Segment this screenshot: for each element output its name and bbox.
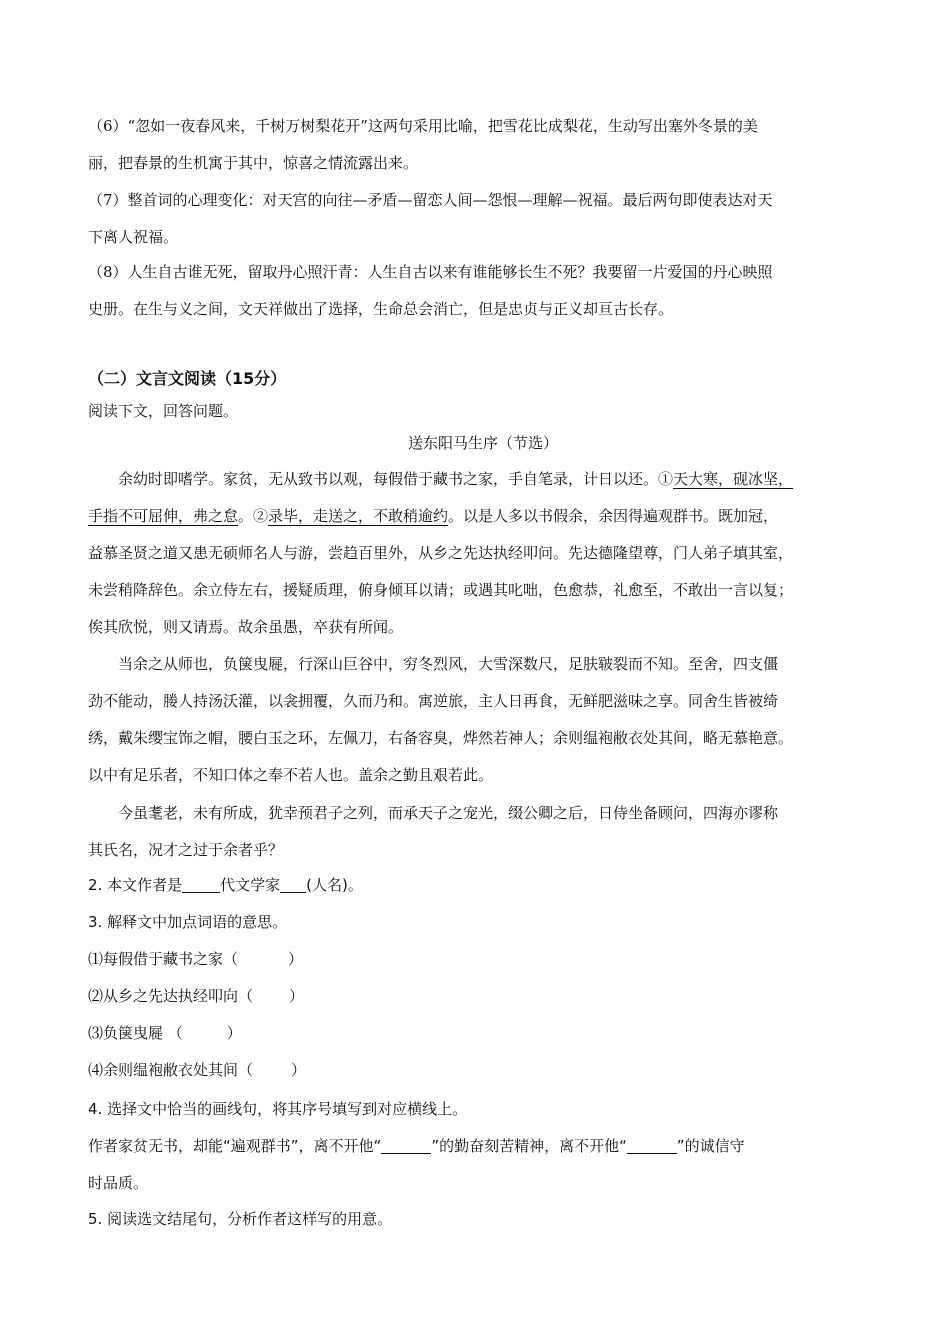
- passage-line: 未尝稍降辞色。余立侍左右，援疑质理，俯身倾耳以请；或遇其叱咄，色愈恭，礼愈至，不敢出一言以复；: [88, 581, 794, 599]
- question-4: 4. 选择文中恰当的画线句，将其序号填写到对应横线上。: [88, 1100, 468, 1118]
- passage-line: 绣，戴朱缨宝饰之帽，腰白玉之环，左佩刀，右备容臭，烨然若神人；余则缊袍敝衣处其间，略无慕艳意。: [88, 729, 794, 747]
- passage-line: 余幼时即嗜学。家贫，无从致书以观，每假借于藏书之家，手自笔录，计日以还。①天大寒，砚冰坚，: [118, 470, 794, 488]
- answer-7: [88, 182, 878, 256]
- passage-line: 其氏名，况才之过于余者乎？: [88, 841, 284, 859]
- passage-line: 今虽耄老，未有所成，犹幸预君子之列，而承天子之宠光，缀公卿之后，日侍坐备顾问，四海亦谬称: [118, 804, 779, 822]
- question-3-item-1: ⑴每假借于藏书之家（ ）: [88, 950, 304, 968]
- answer-blank[interactable]: [182, 876, 220, 893]
- passage-line: 以中有足乐者，不知口体之奉不若人也。盖余之勤且艰若此。: [88, 766, 494, 784]
- passage-line: 益慕圣贤之道又患无硕师名人与游，尝趋百里外，从乡之先达执经叩问。先达德隆望尊，门人弟子填其室，: [88, 544, 794, 562]
- question-3: 3. 解释文中加点词语的意思。: [88, 913, 288, 931]
- answer-6-line-2: 丽，把春景的生机寓于其中，惊喜之情流露出来。: [88, 154, 419, 172]
- underlined-sentence-1-cont: 手指不可屈伸，弗之怠: [88, 507, 239, 525]
- answer-6: [88, 108, 878, 182]
- question-4-line-2: 时品质。: [88, 1174, 149, 1192]
- underlined-sentence-2: 录毕，走送之，不敢稍逾约: [268, 507, 449, 525]
- answer-blank[interactable]: [381, 1137, 431, 1154]
- answer-8-line-2: 史册。在生与义之间，文天祥做出了选择，生命总会消亡，但是忠贞与正义却亘古长存。: [88, 300, 674, 318]
- section-heading: （二）文言文阅读（15分）: [88, 369, 287, 388]
- question-4-line-1: 作者家贫无书，却能“遍观群书”，离不开他“ ”的勤奋刻苦精神，离不开他“ ”的诚信守: [88, 1137, 745, 1155]
- question-3-item-2: ⑵从乡之先达执经叩向（ ）: [88, 987, 305, 1005]
- answer-blank[interactable]: [627, 1137, 677, 1154]
- answer-blank[interactable]: [280, 876, 306, 893]
- passage-title: 送东阳马生序（节选）: [407, 434, 558, 452]
- question-4-body: [88, 1128, 878, 1202]
- answer-6-line-1: （6）“忽如一夜春风来，千树万树梨花开”这两句采用比喻，把雪花比成梨花，生动写出塞外冬景的美: [88, 117, 758, 135]
- passage-line: 俟其欣悦，则又请焉。故余虽愚，卒获有所闻。: [88, 618, 404, 636]
- answer-8: [88, 254, 878, 328]
- question-2: 2. 本文作者是 代文学家 (人名)。: [88, 876, 363, 894]
- question-5: 5. 阅读选文结尾句，分析作者这样写的用意。: [88, 1210, 393, 1228]
- passage-paragraph-1: [88, 461, 878, 646]
- section-instruction: 阅读下文，回答问题。: [88, 402, 239, 420]
- question-3-item-4: ⑷余则缊袍敝衣处其间（ ）: [88, 1061, 307, 1079]
- passage-line: 当余之从师也，负箧曳屣，行深山巨谷中，穷冬烈风，大雪深数尺，足肤皲裂而不知。至舍，四支僵: [118, 655, 779, 673]
- passage-paragraph-2: [88, 646, 878, 794]
- answer-7-line-1: （7）整首词的心理变化：对天宫的向往—矛盾—留恋人间—怨恨—理解—祝福。最后两句即使表达对天: [88, 191, 773, 209]
- question-3-item-3: ⑶负箧曳屣 （ ）: [88, 1024, 242, 1042]
- underlined-sentence-1: 天大寒，砚冰坚，: [673, 470, 794, 488]
- answer-7-line-2: 下离人祝福。: [88, 228, 179, 246]
- passage-paragraph-3: [88, 795, 878, 869]
- passage-line: 劲不能动，媵人持汤沃灌，以衾拥覆，久而乃和。寓逆旅，主人日再食，无鲜肥滋味之享。同舍生皆被绮: [88, 692, 779, 710]
- passage-line: 手指不可屈伸，弗之怠。②录毕，走送之，不敢稍逾约。以是人多以书假余，余因得遍观群书。既加冠，: [88, 507, 779, 525]
- answer-8-line-1: （8）人生自古谁无死，留取丹心照汗青：人生自古以来有谁能够长生不死？我要留一片爱国的丹心映照: [88, 263, 773, 281]
